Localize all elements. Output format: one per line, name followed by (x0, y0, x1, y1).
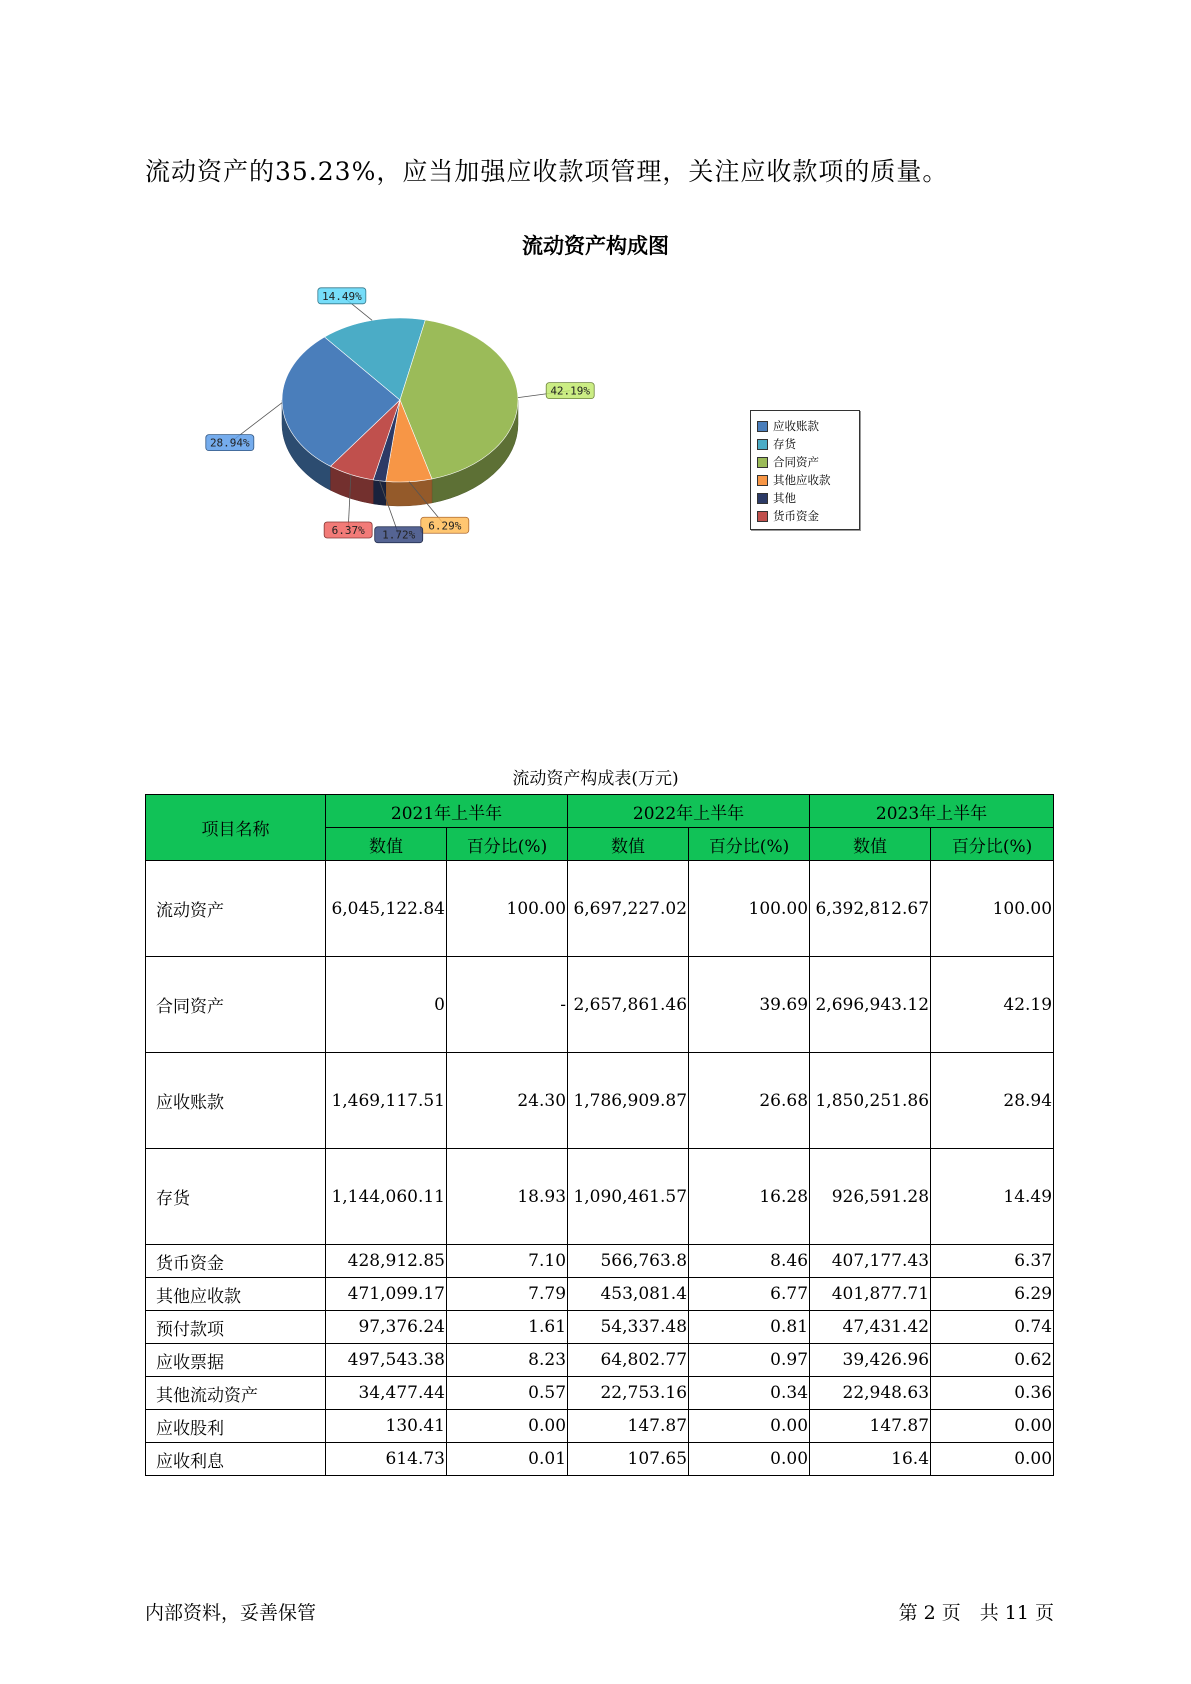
header-value: 数值 (326, 828, 447, 861)
table-row (146, 1311, 1054, 1344)
value-cell: 107.65 (568, 1443, 689, 1476)
chart-legend (750, 410, 860, 530)
percent-cell: 8.46 (689, 1245, 810, 1278)
value-cell: 407,177.43 (810, 1245, 931, 1278)
header-item-name: 项目名称 (146, 795, 326, 861)
value-cell: 1,090,461.57 (568, 1149, 689, 1245)
percent-cell: 0.00 (931, 1410, 1054, 1443)
value-cell: 453,081.4 (568, 1278, 689, 1311)
header-period-2023: 2023年上半年 (810, 795, 1054, 828)
value-cell: 39,426.96 (810, 1344, 931, 1377)
legend-item (757, 507, 855, 525)
row-name: 存货 (146, 1149, 326, 1245)
legend-label: 其他 (773, 491, 796, 505)
value-cell: 22,948.63 (810, 1377, 931, 1410)
table-row (146, 957, 1054, 1053)
table-row (146, 1245, 1054, 1278)
pie-chart (209, 289, 640, 560)
percent-cell: 0.74 (931, 1311, 1054, 1344)
header-value: 数值 (568, 828, 689, 861)
percent-cell: 1.61 (447, 1311, 568, 1344)
table-row (146, 1053, 1054, 1149)
legend-label: 应收账款 (773, 419, 819, 433)
legend-item (757, 453, 855, 471)
value-cell: 64,802.77 (568, 1344, 689, 1377)
table-row (146, 1377, 1054, 1410)
value-cell: 22,753.16 (568, 1377, 689, 1410)
value-cell: 0 (326, 957, 447, 1053)
legend-swatch (757, 511, 768, 522)
table-row (146, 1410, 1054, 1443)
row-name: 其他流动资产 (146, 1377, 326, 1410)
percent-cell: 7.79 (447, 1278, 568, 1311)
value-cell: 16.4 (810, 1443, 931, 1476)
percent-cell: 39.69 (689, 957, 810, 1053)
pie-slice-side (386, 479, 432, 506)
percent-cell: 0.62 (931, 1344, 1054, 1377)
pie-data-label (206, 435, 254, 451)
row-name: 合同资产 (146, 957, 326, 1053)
table-row (146, 1344, 1054, 1377)
percent-cell: 0.36 (931, 1377, 1054, 1410)
legend-item (757, 435, 855, 453)
percent-cell: 0.34 (689, 1377, 810, 1410)
pie-data-label (318, 288, 366, 304)
value-cell: 1,850,251.86 (810, 1053, 931, 1149)
legend-label: 货币资金 (773, 509, 819, 523)
percent-cell: 0.97 (689, 1344, 810, 1377)
table-row (146, 861, 1054, 957)
value-cell: 614.73 (326, 1443, 447, 1476)
header-percent: 百分比(%) (931, 828, 1054, 861)
percent-cell: 100.00 (931, 861, 1054, 957)
percent-cell: 0.01 (447, 1443, 568, 1476)
value-cell: 147.87 (568, 1410, 689, 1443)
footer-confidential: 内部资料，妥善保管 (145, 1602, 317, 1624)
legend-item (757, 417, 855, 435)
percent-cell: 0.00 (931, 1443, 1054, 1476)
header-period-2022: 2022年上半年 (568, 795, 810, 828)
value-cell: 6,392,812.67 (810, 861, 931, 957)
header-value: 数值 (810, 828, 931, 861)
legend-item (757, 489, 855, 507)
table-row (146, 1443, 1054, 1476)
legend-label: 合同资产 (773, 455, 819, 469)
percent-cell: 14.49 (931, 1149, 1054, 1245)
percent-cell: 0.00 (447, 1410, 568, 1443)
percent-cell: 0.00 (689, 1443, 810, 1476)
svg-text:28.94%: 28.94% (209, 436, 250, 450)
value-cell: 2,696,943.12 (810, 957, 931, 1053)
percent-cell: 6.77 (689, 1278, 810, 1311)
percent-cell: 6.37 (931, 1245, 1054, 1278)
value-cell: 147.87 (810, 1410, 931, 1443)
value-cell: 6,045,122.84 (326, 861, 447, 957)
row-name: 其他应收款 (146, 1278, 326, 1311)
percent-cell: 8.23 (447, 1344, 568, 1377)
intro-paragraph: 流动资产的35.23%，应当加强应收款项管理，关注应收款项的质量。 (145, 157, 949, 186)
row-name: 货币资金 (146, 1245, 326, 1278)
value-cell: 6,697,227.02 (568, 861, 689, 957)
value-cell: 2,657,861.46 (568, 957, 689, 1053)
percent-cell: 100.00 (447, 861, 568, 957)
svg-text:6.37%: 6.37% (331, 523, 365, 537)
percent-cell: 18.93 (447, 1149, 568, 1245)
value-cell: 54,337.48 (568, 1311, 689, 1344)
value-cell: 926,591.28 (810, 1149, 931, 1245)
row-name: 预付款项 (146, 1311, 326, 1344)
value-cell: 34,477.44 (326, 1377, 447, 1410)
header-percent: 百分比(%) (447, 828, 568, 861)
pie-data-label (375, 527, 423, 543)
percent-cell: 24.30 (447, 1053, 568, 1149)
pie-data-label (421, 517, 469, 533)
table-caption: 流动资产构成表(万元) (512, 769, 679, 789)
percent-cell: 26.68 (689, 1053, 810, 1149)
legend-swatch (757, 457, 768, 468)
value-cell: 97,376.24 (326, 1311, 447, 1344)
percent-cell: 0.81 (689, 1311, 810, 1344)
table-row (146, 1149, 1054, 1245)
svg-text:14.49%: 14.49% (321, 289, 362, 303)
pie-data-label (546, 383, 594, 399)
current-assets-table (145, 794, 1054, 1476)
table-row (146, 1278, 1054, 1311)
legend-item (757, 471, 855, 489)
legend-label: 其他应收款 (773, 473, 831, 487)
footer-page-number: 第 2 页 共 11 页 (898, 1602, 1054, 1624)
value-cell: 47,431.42 (810, 1311, 931, 1344)
value-cell: 401,877.71 (810, 1278, 931, 1311)
row-name: 应收票据 (146, 1344, 326, 1377)
svg-text:6.29%: 6.29% (428, 519, 462, 533)
value-cell: 471,099.17 (326, 1278, 447, 1311)
header-percent: 百分比(%) (689, 828, 810, 861)
value-cell: 1,144,060.11 (326, 1149, 447, 1245)
chart-title: 流动资产构成图 (522, 234, 669, 258)
legend-swatch (757, 421, 768, 432)
header-period-2021: 2021年上半年 (326, 795, 568, 828)
percent-cell: - (447, 957, 568, 1053)
pie-data-label (324, 522, 372, 538)
value-cell: 497,543.38 (326, 1344, 447, 1377)
row-name: 应收账款 (146, 1053, 326, 1149)
value-cell: 428,912.85 (326, 1245, 447, 1278)
percent-cell: 0.57 (447, 1377, 568, 1410)
legend-swatch (757, 475, 768, 486)
value-cell: 1,469,117.51 (326, 1053, 447, 1149)
percent-cell: 42.19 (931, 957, 1054, 1053)
percent-cell: 7.10 (447, 1245, 568, 1278)
percent-cell: 0.00 (689, 1410, 810, 1443)
row-name: 流动资产 (146, 861, 326, 957)
percent-cell: 100.00 (689, 861, 810, 957)
legend-swatch (757, 493, 768, 504)
percent-cell: 28.94 (931, 1053, 1054, 1149)
percent-cell: 6.29 (931, 1278, 1054, 1311)
value-cell: 566,763.8 (568, 1245, 689, 1278)
legend-label: 存货 (773, 437, 796, 451)
value-cell: 130.41 (326, 1410, 447, 1443)
legend-swatch (757, 439, 768, 450)
svg-text:42.19%: 42.19% (550, 384, 591, 398)
svg-text:1.72%: 1.72% (382, 528, 416, 542)
row-name: 应收股利 (146, 1410, 326, 1443)
percent-cell: 16.28 (689, 1149, 810, 1245)
value-cell: 1,786,909.87 (568, 1053, 689, 1149)
row-name: 应收利息 (146, 1443, 326, 1476)
